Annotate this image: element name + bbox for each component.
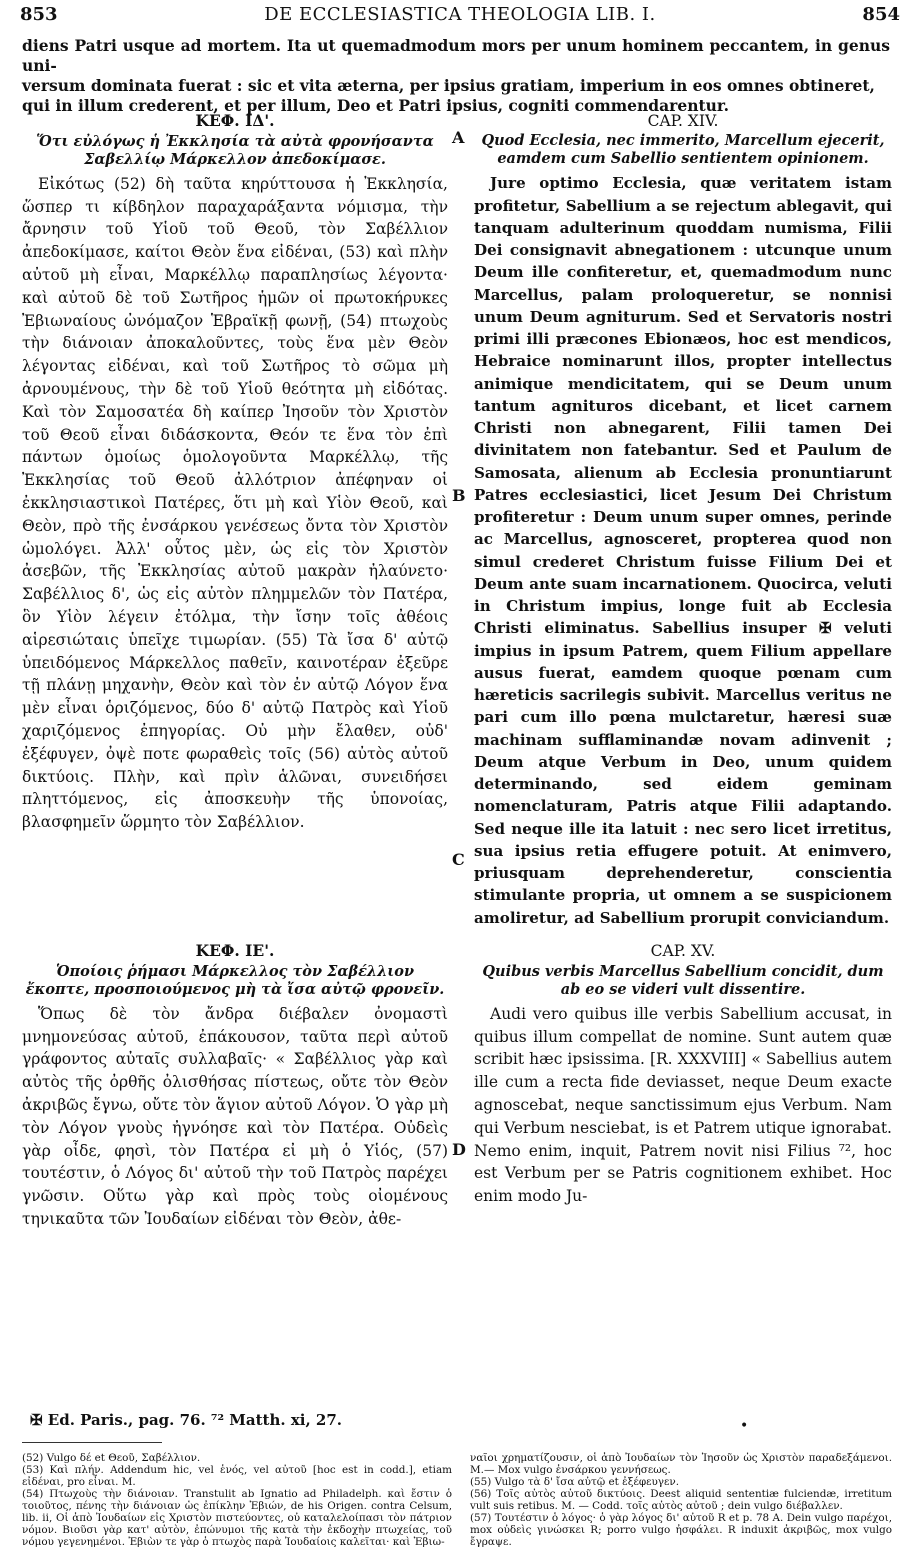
margin-letter-c: C [452,850,465,869]
footnote: (55) Vulgo τὰ δ' ἴσα αὐτῷ et ἐξέφευγεν. [470,1476,680,1489]
footnote-rule [22,1442,162,1443]
running-header [20,4,900,34]
greek-chapter-text: Ὅπως δὲ τὸν ἄνδρα διέβαλεν ὀνομαστὶ μνημονεύσας αὐτοῦ, ἐπάκουσον, ταῦτα περὶ αὐτοῦ γράφοντος αὐταῖς συλλαβαῖς· « Σαβέλλιος γὰρ καὶ αὐτὸς τῆς ὀρθῆς ὀλισθήσας πίστεως, οὔτε τὸν Θεὸν ἀκριβῶς ἔγνω, οὔτε τὸν ἅγιον αὐτοῦ Λόγον. Ὁ γὰρ μὴ τὸν Λόγον γνοὺς ἠγνόησε καὶ τὸν Πατέρα. Οὐδεὶς γὰρ οἶδε, φησὶ, τὸν Πατέρα εἰ μὴ ὁ Υἱός, (57) τουτέστιν, ὁ Λόγος δι' αὐτοῦ τὴν τοῦ Πατρὸς παρέχει γνῶσιν. Οὕτω γὰρ καὶ πρὸς τοὺς οἰομένους τηνικαῦτα τῶν Ἰουδαίων εἰδέναι τὸν Θεὸν, ἀθε- [22,1004,448,1228]
footnote: (53) Καὶ πλήν. Addendum hic, vel ἑνός, vel αὐτοῦ [hoc est in codd.], etiam εἰδέναι, pro εἶναι. M. [22,1464,452,1489]
footnote: (52) Vulgo δέ et Θεοῦ, Σαβέλλιον. [22,1452,201,1464]
footnote: (54) Πτωχοὺς τὴν διάνοιαν. Transtulit ab Ignatio ad Philadelph. καὶ ἔστιν ὁ τοιοῦτος, πένης τὴν διάνοιαν ὡς ἐπίκλην Ἐβιών, de his Origen. contra Celsum, lib. ii, Οἱ ἀπὸ Ἰουδαίων εἰς Χριστὸν πιστεύοντες, οὐ καταλελοίπασι τὸν πάτριον νόμον. Βιοῦσι γὰρ κατ' αὐτὸν, ἐπώνυμοι τῆς κατὰ τὴν ἐκδοχὴν πτωχείας, τοῦ νόμου γεγενημένοι. Ἐβιὼν τε γὰρ ὁ πτωχὸς παρὰ Ἰουδαίοις καλεῖται· καὶ Ἐβιω- [22,1488,452,1549]
greek-chapter-title: Ὅτι εὐλόγως ἡ Ἐκκλησία τὰ αὐτὰ φρονήσαντα Σαβελλίῳ Μάρκελλον ἀπεδοκίμασε. [36,132,434,168]
intro-line: qui in illum crederent, et per illum, Deo et Patri ipsius, cogniti commendarentur. [22,96,730,115]
latin-chapter-title: Quod Ecclesia, nec immerito, Marcellum ejecerit, eamdem cum Sabellio sentientem opinionem. [481,132,885,168]
footnotes-left [22,1452,452,1548]
latin-column-ch14 [474,110,892,930]
page-number-left: 853 [20,4,58,25]
greek-chapter-text: Εἰκότως (52) δὴ ταῦτα κηρύττουσα ἡ Ἐκκλησία, ὥσπερ τι κίβδηλον παραχαράξαντα νόμισμα, τὴν ἄρνησιν τοῦ Υἱοῦ τοῦ Θεοῦ, τὸν Σαβέλλιον ἀπεδοκίμασε, καίτοι Θεὸν ἕνα εἰδέναι, (53) καὶ πλὴν αὐτοῦ μὴ εἶναι, Μαρκέλλῳ παραπλησίως λέγοντα· καὶ αὐτοῦ δὲ τοῦ Σωτῆρος ἡμῶν οἱ πρωτοκήρυκες Ἐβιωναίους ὠνόμαζον Ἑβραϊκῇ φωνῇ, (54) πτωχοὺς τὴν διάνοιαν ἀποκαλοῦντες, τοὺς ἕνα μὲν Θεὸν λέγοντας εἰδέναι, καὶ τοῦ Σωτῆρος τὸ σῶμα μὴ ἀρνουμένους, τὴν δὲ τοῦ Υἱοῦ θεότητα μὴ εἰδότας. Καὶ τὸν Σαμοσατέα δὴ καίπερ Ἰησοῦν τὸν Χριστὸν τοῦ Θεοῦ εἶναι διδάσκοντα, Θεόν τε ἕνα τὸν ἐπὶ πάντων ὁμοίως ὁμολογοῦντα Μαρκέλλῳ, τῆς Ἐκκλησίας τοῦ Θεοῦ ἀλλότριον ἀπέφηναν οἱ ἐκκλησιαστικοὶ Πατέρες, ὅτι μὴ καὶ Υἱὸν Θεοῦ, καὶ Θεὸν, πρὸ τῆς ἐνσάρκου γενέσεως ὄντα τὸν Χριστὸν ὡμολόγει. Ἀλλ' οὗτος μὲν, ὡς εἰς τὸν Χριστὸν ἀσεβῶν, τῆς Ἐκκλησίας αὐτοῦ μακρὰν ἠλαύνετο· Σαβέλλιος δ', ὡς εἰς αὐτὸν πλημμελῶν τὸν Πατέρα, ὃν Υἱὸν λέγειν ἐτόλμα, τὴν ἴσην τοῖς ἀθέοις αἱρεσιώταις ὑπεῖχε τιμωρίαν. (55) Τὰ ἴσα δ' αὐτῷ ὑπειδόμενος Μάρκελλος παθεῖν, καινοτέραν ἐξεῦρε τῇ πλάνῃ μηχανὴν, Θεὸν καὶ τὸν ἐν αὐτῷ Λόγον ἕνα μὲν εἶναι ὁριζόμενος, δύο δ' αὐτῷ Πατρὸς καὶ Υἱοῦ χαριζόμενος ἐπηγορίας. Οὐ μὴν ἔλαθεν, οὐδ' ἐξέφυγεν, ὀψὲ ποτε φωραθεὶς τοῖς (56) αὐτὸς αὐτοῦ δικτύοις. Πλὴν, καὶ πρὶν ἁλῶναι, συνειδήσει πληττόμενος, εἰς ἀποσκευὴν τῆς ὑπονοίας, βλασφημεῖν ὥρμητο τὸν Σαβέλλιον. [22,174,448,832]
latin-column-ch15 [474,940,892,1400]
latin-chapter-heading: CAP. XIV. [647,112,719,130]
edition-note: ✠ Ed. Paris., pag. 76. ⁷² Matth. xi, 27. [30,1411,342,1429]
intro-line: diens Patri usque ad mortem. Ita ut quemadmodum mors per unum hominem peccantem, in genus uni- [22,36,890,75]
intro-line: versum dominata fuerat : sic et vita æterna, per ipsius gratiam, imperium in eos omnes obtineret, [22,76,875,95]
greek-column-ch15 [22,940,448,1400]
greek-chapter-heading: ΚΕΦ. ΙΔ'. [195,111,275,130]
footnotes-right [470,1452,892,1548]
intro-latin-lines [22,36,890,116]
footnote: (57) Τουτέστιν ὁ λόγος· ὁ γὰρ λόγος δι' αὐτοῦ R et p. 78 A. Dein vulgo παρέχοι, mox οὐδεὶς γινώσκει R; porro vulgo ἠσφάλει. R induxit ἀκριβῶς, mox vulgo ἔγραψε. [470,1512,892,1549]
footnote: (56) Τοῖς αὐτὸς αὐτοῦ δικτύοις. Deest aliquid sententiæ fulciendæ, irretitum vult suis retibus. M. — Codd. τοῖς αὐτὸς αὐτοῦ ; dein vulgo διέβαλλεν. [470,1488,892,1513]
greek-chapter-heading: ΚΕΦ. ΙΕ'. [195,941,275,960]
latin-chapter-heading: CAP. XV. [650,942,716,960]
greek-column-ch14 [22,110,448,880]
margin-letter-d: D [452,1140,466,1159]
running-title: DE ECCLESIASTICA THEOLOGIA LIB. I. [264,4,656,25]
separator-dot: • [740,1418,749,1434]
page-number-right: 854 [862,4,900,25]
latin-chapter-text: Audi vero quibus ille verbis Sabellium accusat, in quibus illum compellat de nomine. Sunt autem quæ scribit hæc ipsissima. [R. XXXVIII] « Sabellius autem ille cum a recta fide deviasset, neque Deum exacte agnoscebat, neque sanctissimum ejus Verbum. Nam qui Verbum nesciebat, is et Patrem utique ignorabat. Nemo enim, inquit, Patrem novit nisi Filius ⁷², hoc est Verbum per se Patris cognitionem exhibet. Hoc enim modo Ju- [474,1004,892,1206]
latin-chapter-text: Jure optimo Ecclesia, quæ veritatem istam profitetur, Sabellium a se rejectum ablegavit, qui tanquam adulterinum quoddam numisma, Filii Dei consignavit abnegationem : utcunque unum Deum ille confiteretur, et, quemadmodum nunc Marcellus, palam proloqueretur, se nonnisi unum Deum agniturum. Sed et Servatoris nostri primi illi præcones Ebionæos, hoc est mendicos, Hebraice nominarunt illos, propter intellectus animique mendicitatem, qui se Deum unum tantum agnituros dicebant, et licet carnem Christi non abnegarent, Filii tamen Dei divinitatem non fatebantur. Sed et Paulum de Samosata, alienum ab Ecclesia pronuntiarunt Patres ecclesiastici, licet Jesum Dei Christum profiteretur : Deum unum super omnes, perinde ac Marcellus, agnosceret, propterea quod non simul crederet Christum fuisse Filium Dei et Deum ante suam incarnationem. Quocirca, veluti in Christum impius, longe fuit ab Ecclesia Christi eliminatus. Sabellius insuper ✠ veluti impius in ipsum Patrem, quem Filium appellare ausus fuerat, eamdem quoque pœnam cum hæreticis sacrilegis subivit. Marcellus veritus ne pari cum illo pœna mulctaretur, hæresi suæ machinam sufflaminandæ novam adinvenit ; Deum atque Verbum in Deo, unum quidem determinando, sed eidem geminam nomenclaturam, Patris atque Filii adaptando. Sed neque ille ita latuit : nec sero licet irretitus, sua ipsius retia effugere potuit. At enimvero, priusquam deprehenderetur, conscientia stimulante propria, ut omnem a se suspicionem amoliretur, ad Sabellium prorupit conviciandum. [474,174,892,927]
greek-chapter-title: Ὁποίοις ῥήμασι Μάρκελλος τὸν Σαβέλλιον ἔκοπτε, προσποιούμενος μὴ τὰ ἴσα αὐτῷ φρονεῖν. [25,962,445,998]
margin-letter-a: A [452,128,465,147]
latin-chapter-title: Quibus verbis Marcellus Sabellium concidit, dum ab eo se videri vult dissentire. [482,962,884,998]
footnote: ναῖοι χρηματίζουσιν, οἱ ἀπὸ Ἰουδαίων τὸν Ἰησοῦν ὡς Χριστὸν παραδεξάμενοι. M.— Mox vulgo ἐνσάρκου γεννήσεως. [470,1452,892,1477]
margin-letter-b: B [452,486,466,505]
